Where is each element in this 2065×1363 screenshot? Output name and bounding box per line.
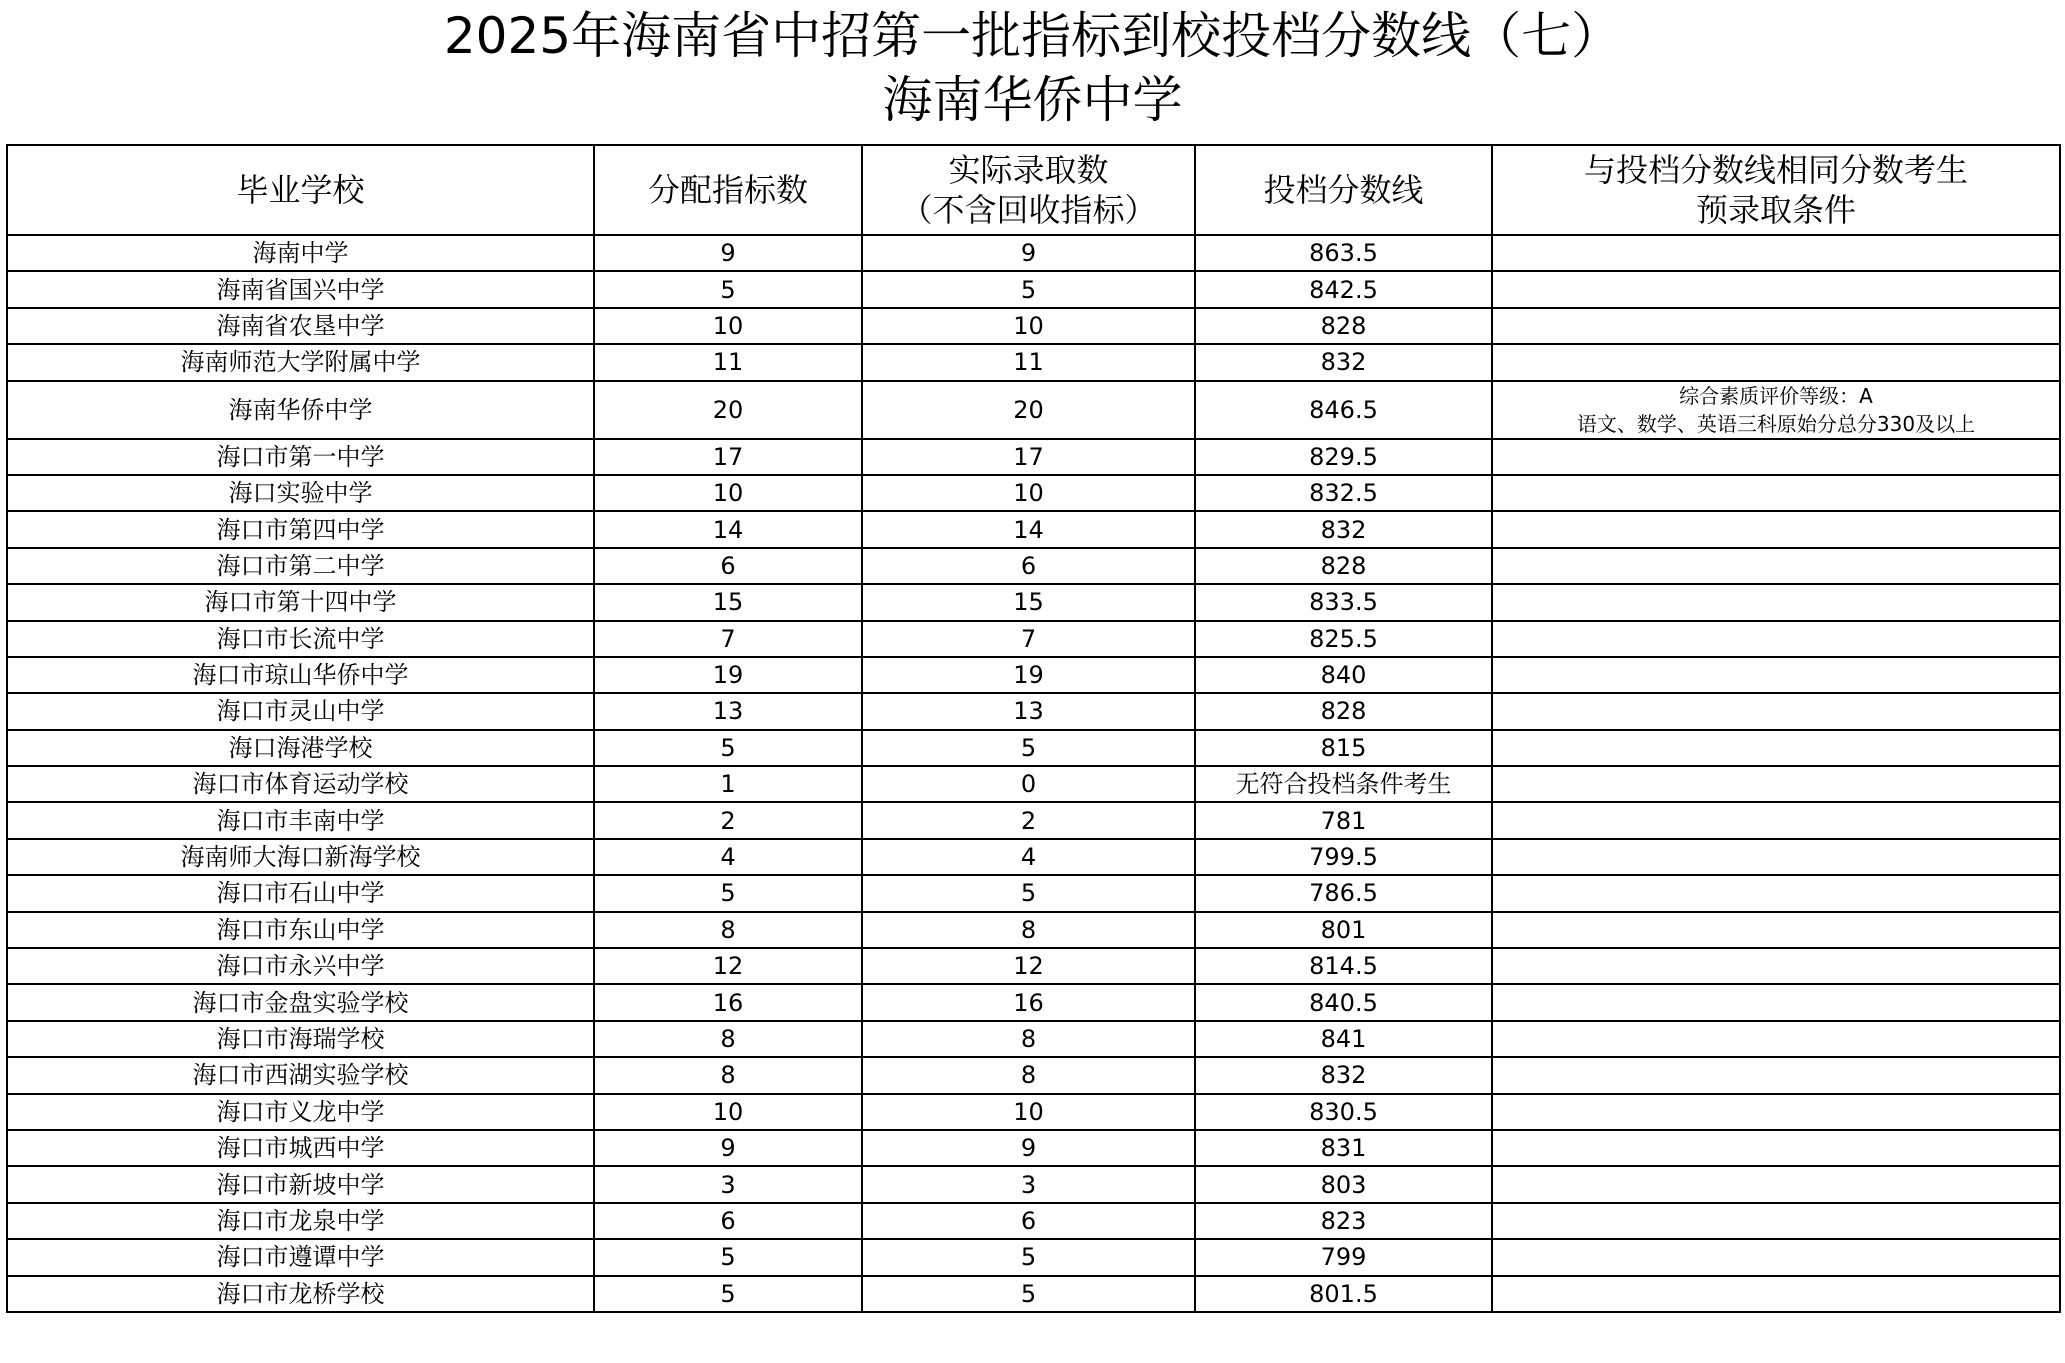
table-row [7, 1276, 2060, 1312]
column-header-sublabel: （不含回收指标） [900, 191, 1157, 229]
cell-score: 828 [1195, 308, 1492, 344]
cell-conditions [1492, 1094, 2060, 1130]
cell-conditions [1492, 621, 2060, 657]
cell-conditions [1492, 730, 2060, 766]
cell-admitted: 8 [862, 912, 1195, 948]
cell-conditions [1492, 344, 2060, 380]
cell-quota: 5 [594, 271, 862, 307]
cell-school: 海口市遵谭中学 [7, 1239, 594, 1275]
table-row [7, 344, 2060, 380]
cell-school: 海南省国兴中学 [7, 271, 594, 307]
cell-admitted: 12 [862, 948, 1195, 984]
cell-conditions [1492, 1166, 2060, 1202]
cell-score: 801 [1195, 912, 1492, 948]
cell-conditions [1492, 381, 2060, 439]
column-header-label: 投档分数线 [1263, 171, 1424, 209]
cell-conditions [1492, 1203, 2060, 1239]
cell-conditions [1492, 1276, 2060, 1312]
cell-conditions [1492, 271, 2060, 307]
cell-admitted: 15 [862, 584, 1195, 620]
cell-admitted: 13 [862, 693, 1195, 729]
cell-admitted: 3 [862, 1166, 1195, 1202]
cell-quota: 19 [594, 657, 862, 693]
cell-quota: 13 [594, 693, 862, 729]
cell-school: 海口市第十四中学 [7, 584, 594, 620]
table-row [7, 1203, 2060, 1239]
cell-quota: 4 [594, 839, 862, 875]
table-row [7, 1094, 2060, 1130]
cell-school: 海口市新坡中学 [7, 1166, 594, 1202]
table-row [7, 548, 2060, 584]
cell-conditions [1492, 439, 2060, 475]
page-subtitle: 海南华侨中学 [882, 71, 1183, 129]
cell-conditions [1492, 548, 2060, 584]
cell-score: 863.5 [1195, 235, 1492, 271]
cell-admitted: 5 [862, 730, 1195, 766]
table-row [7, 511, 2060, 547]
cell-admitted: 14 [862, 511, 1195, 547]
cell-quota: 5 [594, 875, 862, 911]
cell-quota: 8 [594, 1057, 862, 1093]
cell-score: 832 [1195, 344, 1492, 380]
cell-score: 833.5 [1195, 584, 1492, 620]
cell-conditions [1492, 1021, 2060, 1057]
cell-quota: 17 [594, 439, 862, 475]
cell-conditions [1492, 1057, 2060, 1093]
cell-school: 海口市义龙中学 [7, 1094, 594, 1130]
table-row [7, 621, 2060, 657]
table-row [7, 1021, 2060, 1057]
cell-school: 海口市龙泉中学 [7, 1203, 594, 1239]
cell-school: 海南师范大学附属中学 [7, 344, 594, 380]
cell-admitted: 5 [862, 271, 1195, 307]
cell-admitted: 5 [862, 1239, 1195, 1275]
cell-quota: 5 [594, 730, 862, 766]
table-row [7, 802, 2060, 838]
table-body [7, 235, 2060, 1312]
cell-quota: 10 [594, 1094, 862, 1130]
cell-quota: 10 [594, 475, 862, 511]
column-header-label: 与投档分数线相同分数考生 [1583, 151, 1968, 189]
column-header-conditions [1492, 145, 2060, 235]
cell-admitted: 2 [862, 802, 1195, 838]
column-header-school [7, 145, 594, 235]
cell-quota: 9 [594, 1130, 862, 1166]
cell-quota: 12 [594, 948, 862, 984]
condition-line: 语文、数学、英语三科原始分总分330及以上 [1576, 411, 1976, 436]
cell-quota: 8 [594, 1021, 862, 1057]
column-header-label: 实际录取数 [948, 151, 1109, 189]
cell-admitted: 20 [862, 381, 1195, 439]
cell-admitted: 10 [862, 308, 1195, 344]
cell-score: 786.5 [1195, 875, 1492, 911]
cell-score: 832.5 [1195, 475, 1492, 511]
cell-school: 海口海港学校 [7, 730, 594, 766]
cell-school: 海口市海瑞学校 [7, 1021, 594, 1057]
cell-score: 832 [1195, 1057, 1492, 1093]
table-row [7, 584, 2060, 620]
cell-conditions [1492, 511, 2060, 547]
cell-quota: 14 [594, 511, 862, 547]
cell-conditions [1492, 475, 2060, 511]
cell-admitted: 6 [862, 548, 1195, 584]
cell-quota: 5 [594, 1276, 862, 1312]
table-row [7, 439, 2060, 475]
table-row [7, 475, 2060, 511]
cell-score: 828 [1195, 548, 1492, 584]
cell-score: 829.5 [1195, 439, 1492, 475]
cell-school: 海口市第二中学 [7, 548, 594, 584]
table-row [7, 730, 2060, 766]
cell-admitted: 11 [862, 344, 1195, 380]
table-row [7, 1057, 2060, 1093]
cell-admitted: 5 [862, 875, 1195, 911]
cell-score: 840 [1195, 657, 1492, 693]
cell-score: 841 [1195, 1021, 1492, 1057]
cell-score: 832 [1195, 511, 1492, 547]
cell-admitted: 10 [862, 475, 1195, 511]
cell-school: 海南省农垦中学 [7, 308, 594, 344]
cell-score: 846.5 [1195, 381, 1492, 439]
cell-admitted: 7 [862, 621, 1195, 657]
cell-quota: 6 [594, 1203, 862, 1239]
cell-conditions [1492, 948, 2060, 984]
cell-conditions [1492, 766, 2060, 802]
cell-school: 海口市体育运动学校 [7, 766, 594, 802]
column-header-sublabel: 预录取条件 [1695, 191, 1856, 229]
cell-quota: 1 [594, 766, 862, 802]
condition-line: 综合素质评价等级：A [1679, 383, 1873, 408]
cell-quota: 16 [594, 984, 862, 1020]
cell-conditions [1492, 839, 2060, 875]
page-title: 2025年海南省中招第一批指标到校投档分数线（七） [443, 7, 1622, 65]
cell-score: 840.5 [1195, 984, 1492, 1020]
table-row [7, 948, 2060, 984]
column-header-score [1195, 145, 1492, 235]
cell-conditions [1492, 693, 2060, 729]
cell-school: 海口市西湖实验学校 [7, 1057, 594, 1093]
cell-quota: 11 [594, 344, 862, 380]
cell-admitted: 0 [862, 766, 1195, 802]
cell-score: 803 [1195, 1166, 1492, 1202]
table-row [7, 657, 2060, 693]
cell-school: 海口市城西中学 [7, 1130, 594, 1166]
cell-score: 823 [1195, 1203, 1492, 1239]
cell-school: 海南中学 [7, 235, 594, 271]
cell-admitted: 8 [862, 1021, 1195, 1057]
cell-score: 825.5 [1195, 621, 1492, 657]
cell-admitted: 10 [862, 1094, 1195, 1130]
cell-quota: 9 [594, 235, 862, 271]
cell-conditions [1492, 308, 2060, 344]
cell-school: 海口市石山中学 [7, 875, 594, 911]
cell-quota: 15 [594, 584, 862, 620]
cell-score: 831 [1195, 1130, 1492, 1166]
document-header [0, 0, 2065, 132]
cell-school: 海口市琼山华侨中学 [7, 657, 594, 693]
cell-school: 海口市长流中学 [7, 621, 594, 657]
cell-conditions [1492, 912, 2060, 948]
cell-conditions [1492, 1239, 2060, 1275]
column-header-quota [594, 145, 862, 235]
cell-score: 781 [1195, 802, 1492, 838]
table-row [7, 381, 2060, 439]
cell-school: 海口市金盘实验学校 [7, 984, 594, 1020]
cell-quota: 7 [594, 621, 862, 657]
cell-score: 799.5 [1195, 839, 1492, 875]
table-row [7, 839, 2060, 875]
table-row [7, 235, 2060, 271]
cell-school: 海口市永兴中学 [7, 948, 594, 984]
cell-quota: 10 [594, 308, 862, 344]
cell-admitted: 8 [862, 1057, 1195, 1093]
table-row [7, 912, 2060, 948]
cell-conditions [1492, 1130, 2060, 1166]
table-row [7, 693, 2060, 729]
cell-score: 801.5 [1195, 1276, 1492, 1312]
cell-school: 海口市第四中学 [7, 511, 594, 547]
score-table [6, 144, 2061, 1313]
cell-score: 842.5 [1195, 271, 1492, 307]
cell-conditions [1492, 657, 2060, 693]
table-row [7, 271, 2060, 307]
cell-school: 海口市第一中学 [7, 439, 594, 475]
cell-quota: 6 [594, 548, 862, 584]
cell-admitted: 9 [862, 1130, 1195, 1166]
cell-score: 799 [1195, 1239, 1492, 1275]
cell-conditions [1492, 875, 2060, 911]
cell-quota: 8 [594, 912, 862, 948]
cell-school: 海南华侨中学 [7, 381, 594, 439]
cell-admitted: 9 [862, 235, 1195, 271]
table-row [7, 875, 2060, 911]
cell-quota: 5 [594, 1239, 862, 1275]
cell-school: 海南师大海口新海学校 [7, 839, 594, 875]
cell-school: 海口市龙桥学校 [7, 1276, 594, 1312]
table-row [7, 766, 2060, 802]
cell-conditions [1492, 584, 2060, 620]
table-header-row [7, 145, 2060, 235]
cell-school: 海口市灵山中学 [7, 693, 594, 729]
column-header-label: 分配指标数 [647, 171, 808, 209]
table-row [7, 1239, 2060, 1275]
cell-admitted: 17 [862, 439, 1195, 475]
cell-conditions [1492, 235, 2060, 271]
cell-score: 无符合投档条件考生 [1195, 766, 1492, 802]
cell-conditions [1492, 802, 2060, 838]
table-row [7, 308, 2060, 344]
cell-school: 海口实验中学 [7, 475, 594, 511]
table-row [7, 984, 2060, 1020]
cell-quota: 20 [594, 381, 862, 439]
cell-admitted: 19 [862, 657, 1195, 693]
cell-score: 828 [1195, 693, 1492, 729]
cell-admitted: 5 [862, 1276, 1195, 1312]
cell-admitted: 4 [862, 839, 1195, 875]
cell-conditions [1492, 984, 2060, 1020]
cell-score: 814.5 [1195, 948, 1492, 984]
cell-score: 830.5 [1195, 1094, 1492, 1130]
table-row [7, 1130, 2060, 1166]
table-row [7, 1166, 2060, 1202]
cell-score: 815 [1195, 730, 1492, 766]
cell-quota: 2 [594, 802, 862, 838]
column-header-label: 毕业学校 [236, 171, 365, 209]
cell-school: 海口市丰南中学 [7, 802, 594, 838]
cell-quota: 3 [594, 1166, 862, 1202]
cell-admitted: 6 [862, 1203, 1195, 1239]
column-header-admitted [862, 145, 1195, 235]
cell-admitted: 16 [862, 984, 1195, 1020]
cell-school: 海口市东山中学 [7, 912, 594, 948]
